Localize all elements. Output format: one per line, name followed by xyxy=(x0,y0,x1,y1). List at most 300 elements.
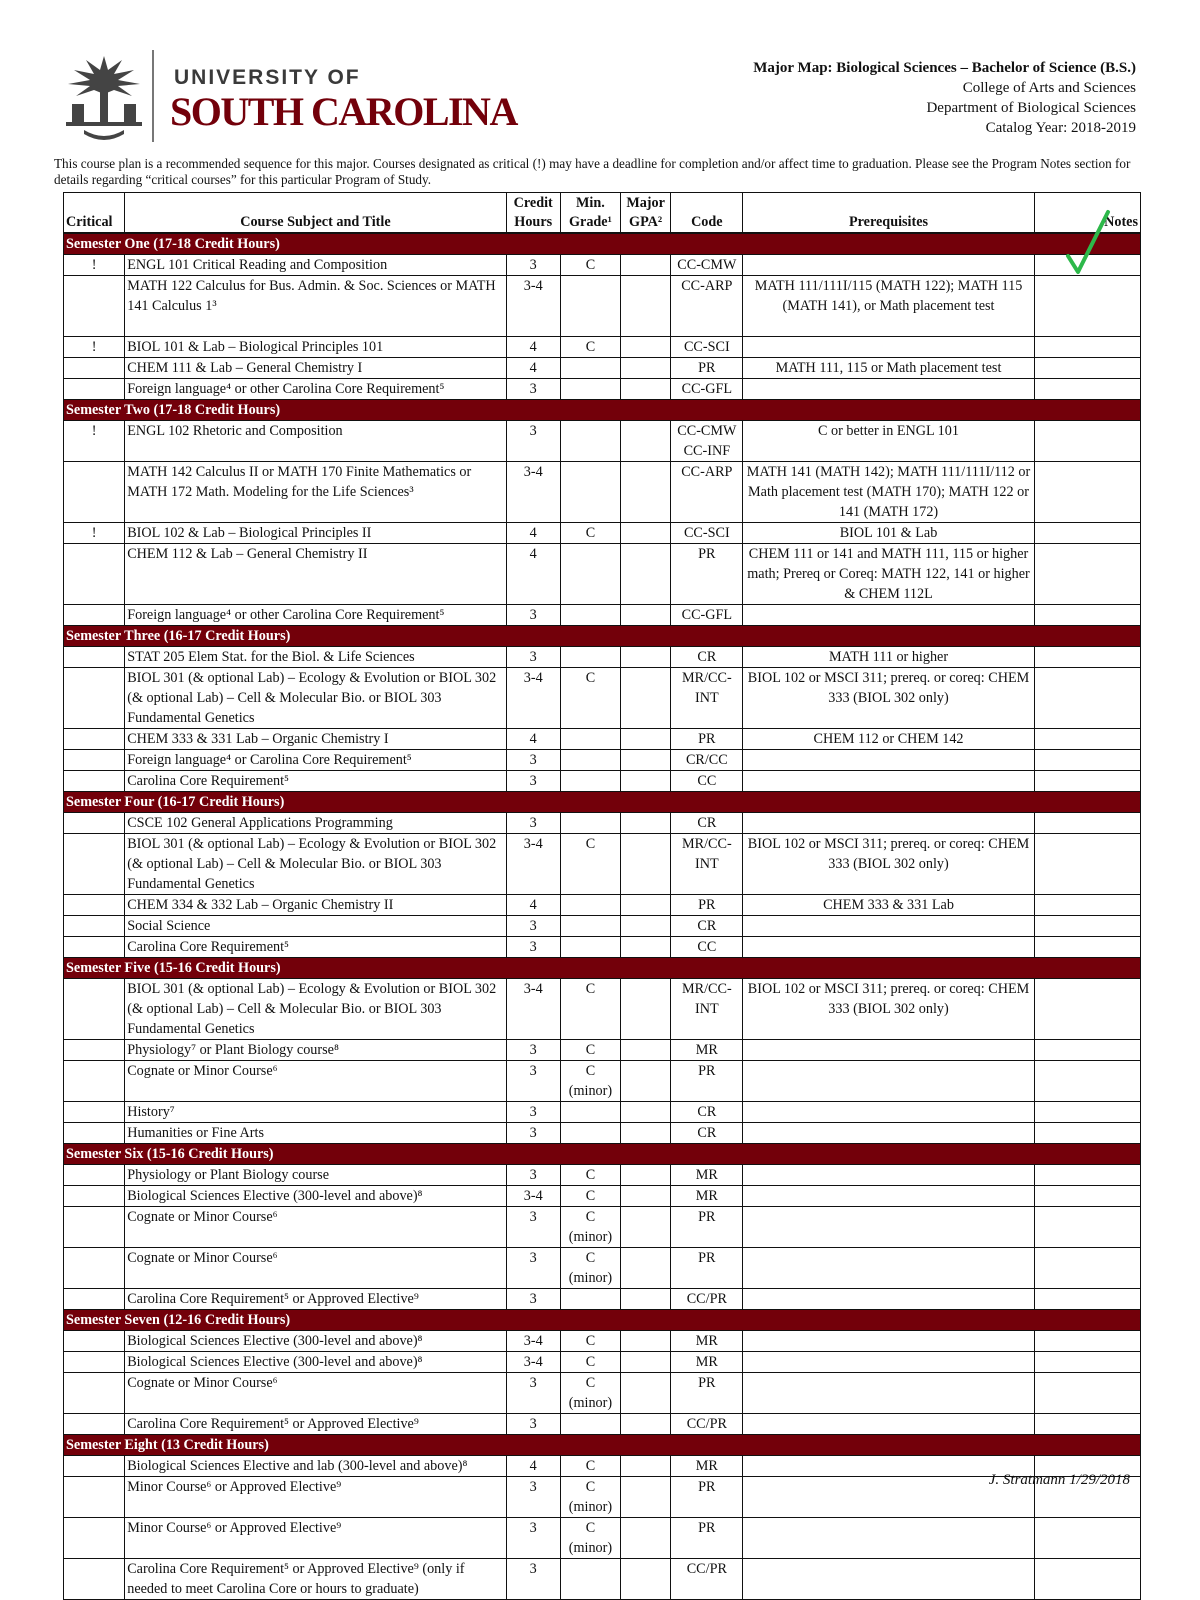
critical-flag xyxy=(64,1164,125,1185)
prerequisites xyxy=(743,1101,1034,1122)
prerequisites xyxy=(743,1247,1034,1288)
credit-hours: 3 xyxy=(506,770,560,791)
min-grade: C (minor) xyxy=(560,1060,620,1101)
min-grade xyxy=(560,894,620,915)
prerequisites: MATH 141 (MATH 142); MATH 111/111I/112 or Math placement test (MATH 170); MATH 122 or 141 (MATH 172) xyxy=(743,461,1034,522)
credit-hours: 3 xyxy=(506,1164,560,1185)
major-gpa xyxy=(621,1351,671,1372)
course-code: PR xyxy=(671,1247,743,1288)
notes-cell xyxy=(1034,1372,1140,1413)
course-title: Minor Course⁶ or Approved Elective⁹ xyxy=(125,1517,506,1558)
course-code: CC-ARP xyxy=(671,275,743,336)
notes-cell xyxy=(1034,522,1140,543)
major-gpa xyxy=(621,1206,671,1247)
semester-header xyxy=(64,1309,1141,1330)
course-title: Minor Course⁶ or Approved Elective⁹ xyxy=(125,1476,506,1517)
course-title: CHEM 334 & 332 Lab – Organic Chemistry II xyxy=(125,894,506,915)
course-code: MR/CC-INT xyxy=(671,833,743,894)
col-course: Course Subject and Title xyxy=(125,193,506,233)
course-code: PR xyxy=(671,357,743,378)
course-code: MR xyxy=(671,1455,743,1476)
course-code: CC/PR xyxy=(671,1558,743,1599)
major-gpa xyxy=(621,1247,671,1288)
credit-hours: 3 xyxy=(506,1288,560,1309)
course-code: PR xyxy=(671,894,743,915)
course-code: MR xyxy=(671,1330,743,1351)
notes-cell xyxy=(1034,1185,1140,1206)
course-row xyxy=(64,1164,1141,1185)
notes-cell xyxy=(1034,1060,1140,1101)
notes-cell xyxy=(1034,1039,1140,1060)
credit-hours: 3 xyxy=(506,1206,560,1247)
course-row xyxy=(64,894,1141,915)
min-grade xyxy=(560,1413,620,1434)
credit-hours: 3-4 xyxy=(506,1185,560,1206)
prerequisites: CHEM 333 & 331 Lab xyxy=(743,894,1034,915)
course-code: PR xyxy=(671,1206,743,1247)
min-grade xyxy=(560,1288,620,1309)
critical-flag xyxy=(64,770,125,791)
critical-flag xyxy=(64,1372,125,1413)
course-row xyxy=(64,812,1141,833)
major-gpa xyxy=(621,543,671,604)
course-title: CHEM 333 & 331 Lab – Organic Chemistry I xyxy=(125,728,506,749)
min-grade: C xyxy=(560,1039,620,1060)
course-row xyxy=(64,1372,1141,1413)
course-row xyxy=(64,357,1141,378)
critical-flag xyxy=(64,1247,125,1288)
notes-cell xyxy=(1034,604,1140,625)
major-gpa xyxy=(621,275,671,336)
min-grade xyxy=(560,646,620,667)
semester-title: Semester Seven (12-16 Credit Hours) xyxy=(64,1309,1141,1330)
credit-hours: 3 xyxy=(506,1039,560,1060)
course-title: MATH 122 Calculus for Bus. Admin. & Soc. Sciences or MATH 141 Calculus 1³ xyxy=(125,275,506,336)
course-code: CR xyxy=(671,915,743,936)
critical-flag: ! xyxy=(64,522,125,543)
major-gpa xyxy=(621,915,671,936)
major-gpa xyxy=(621,522,671,543)
prerequisites: BIOL 102 or MSCI 311; prereq. or coreq: CHEM 333 (BIOL 302 only) xyxy=(743,978,1034,1039)
course-row xyxy=(64,254,1141,275)
course-code: PR xyxy=(671,543,743,604)
prerequisites xyxy=(743,604,1034,625)
course-title: CHEM 112 & Lab – General Chemistry II xyxy=(125,543,506,604)
notes-cell xyxy=(1034,667,1140,728)
major-gpa xyxy=(621,1372,671,1413)
min-grade xyxy=(560,936,620,957)
critical-flag xyxy=(64,1206,125,1247)
notes-cell xyxy=(1034,936,1140,957)
course-row xyxy=(64,1351,1141,1372)
course-row xyxy=(64,1185,1141,1206)
course-code: CC/PR xyxy=(671,1413,743,1434)
min-grade xyxy=(560,461,620,522)
course-row xyxy=(64,1206,1141,1247)
notes-cell xyxy=(1034,1101,1140,1122)
course-code: PR xyxy=(671,728,743,749)
course-code: CR xyxy=(671,1101,743,1122)
notes-cell xyxy=(1034,1164,1140,1185)
semester-title: Semester Six (15-16 Credit Hours) xyxy=(64,1143,1141,1164)
credit-hours: 3-4 xyxy=(506,833,560,894)
critical-flag xyxy=(64,1185,125,1206)
semester-title: Semester One (17-18 Credit Hours) xyxy=(64,233,1141,255)
credit-hours: 3 xyxy=(506,1247,560,1288)
critical-flag xyxy=(64,604,125,625)
prerequisites xyxy=(743,336,1034,357)
min-grade: C (minor) xyxy=(560,1247,620,1288)
critical-flag xyxy=(64,1039,125,1060)
prerequisites xyxy=(743,1372,1034,1413)
course-row xyxy=(64,1122,1141,1143)
notes-cell xyxy=(1034,336,1140,357)
course-row xyxy=(64,378,1141,399)
course-title: History⁷ xyxy=(125,1101,506,1122)
prerequisites xyxy=(743,1288,1034,1309)
min-grade xyxy=(560,812,620,833)
notes-cell xyxy=(1034,420,1140,461)
course-row xyxy=(64,1455,1141,1476)
course-code: CC-GFL xyxy=(671,604,743,625)
min-grade xyxy=(560,543,620,604)
course-row xyxy=(64,915,1141,936)
course-title: BIOL 101 & Lab – Biological Principles 101 xyxy=(125,336,506,357)
major-gpa xyxy=(621,1185,671,1206)
credit-hours: 4 xyxy=(506,1455,560,1476)
catalog-year: Catalog Year: 2018-2019 xyxy=(985,120,1136,136)
notes-cell xyxy=(1034,728,1140,749)
major-gpa xyxy=(621,1330,671,1351)
course-row xyxy=(64,978,1141,1039)
notes-cell xyxy=(1034,770,1140,791)
prerequisites xyxy=(743,1122,1034,1143)
credit-hours: 3-4 xyxy=(506,667,560,728)
course-title: STAT 205 Elem Stat. for the Biol. & Life Sciences xyxy=(125,646,506,667)
credit-hours: 3 xyxy=(506,1372,560,1413)
major-gpa xyxy=(621,1039,671,1060)
credit-hours: 3 xyxy=(506,1060,560,1101)
notes-cell xyxy=(1034,1517,1140,1558)
department-name: Department of Biological Sciences xyxy=(926,100,1136,116)
min-grade: C xyxy=(560,1330,620,1351)
min-grade xyxy=(560,378,620,399)
course-title: Carolina Core Requirement⁵ xyxy=(125,936,506,957)
prerequisites: MATH 111/111I/115 (MATH 122); MATH 115 (MATH 141), or Math placement test xyxy=(743,275,1034,336)
semester-header xyxy=(64,957,1141,978)
critical-flag xyxy=(64,1413,125,1434)
intro-paragraph: This course plan is a recommended sequence for this major. Courses designated as critical (!) may have a deadline for completion and/or affect time to graduation. Please see the Program Notes section for details regarding “critical courses” for this particular Program of Study. xyxy=(54,156,1131,187)
credit-hours: 3 xyxy=(506,254,560,275)
major-gpa xyxy=(621,812,671,833)
prerequisites xyxy=(743,1164,1034,1185)
major-gpa xyxy=(621,770,671,791)
course-row xyxy=(64,1039,1141,1060)
min-grade xyxy=(560,1101,620,1122)
semester-title: Semester Two (17-18 Credit Hours) xyxy=(64,399,1141,420)
critical-flag xyxy=(64,833,125,894)
course-title: Social Science xyxy=(125,915,506,936)
col-code: Code xyxy=(671,193,743,233)
min-grade: C (minor) xyxy=(560,1206,620,1247)
notes-cell xyxy=(1034,1288,1140,1309)
course-row xyxy=(64,1247,1141,1288)
critical-flag xyxy=(64,894,125,915)
min-grade: C xyxy=(560,1351,620,1372)
course-title: Cognate or Minor Course⁶ xyxy=(125,1206,506,1247)
min-grade: C xyxy=(560,1185,620,1206)
semester-title: Semester Five (15-16 Credit Hours) xyxy=(64,957,1141,978)
course-title: Cognate or Minor Course⁶ xyxy=(125,1372,506,1413)
critical-flag: ! xyxy=(64,254,125,275)
prerequisites: BIOL 102 or MSCI 311; prereq. or coreq: CHEM 333 (BIOL 302 only) xyxy=(743,667,1034,728)
course-title: CHEM 111 & Lab – General Chemistry I xyxy=(125,357,506,378)
critical-flag xyxy=(64,915,125,936)
notes-cell xyxy=(1034,543,1140,604)
min-grade: C (minor) xyxy=(560,1476,620,1517)
major-gpa xyxy=(621,749,671,770)
semester-title: Semester Three (16-17 Credit Hours) xyxy=(64,625,1141,646)
credit-hours: 3 xyxy=(506,915,560,936)
notes-cell xyxy=(1034,749,1140,770)
major-map-table xyxy=(63,192,1141,1600)
notes-cell xyxy=(1034,915,1140,936)
min-grade: C xyxy=(560,1455,620,1476)
min-grade: C xyxy=(560,336,620,357)
min-grade: C xyxy=(560,254,620,275)
course-code: PR xyxy=(671,1476,743,1517)
min-grade: C xyxy=(560,833,620,894)
critical-flag: ! xyxy=(64,336,125,357)
credit-hours: 3 xyxy=(506,1413,560,1434)
major-map-body xyxy=(64,233,1141,1600)
min-grade xyxy=(560,604,620,625)
course-title: Foreign language⁴ or other Carolina Core Requirement⁵ xyxy=(125,604,506,625)
major-gpa xyxy=(621,1164,671,1185)
palmetto-seal-icon xyxy=(62,50,146,142)
min-grade xyxy=(560,1558,620,1599)
course-row xyxy=(64,461,1141,522)
course-title: BIOL 301 (& optional Lab) – Ecology & Evolution or BIOL 302 (& optional Lab) – Cell & Molecular Bio. or BIOL 303 Fundamental Genetics xyxy=(125,667,506,728)
col-credit-hours: Credit Hours xyxy=(506,193,560,233)
course-row xyxy=(64,275,1141,336)
notes-cell xyxy=(1034,978,1140,1039)
credit-hours: 3-4 xyxy=(506,1330,560,1351)
major-gpa xyxy=(621,728,671,749)
course-row xyxy=(64,936,1141,957)
prerequisites: MATH 111, 115 or Math placement test xyxy=(743,357,1034,378)
major-gpa xyxy=(621,336,671,357)
prerequisites xyxy=(743,1039,1034,1060)
course-row xyxy=(64,749,1141,770)
prerequisites: MATH 111 or higher xyxy=(743,646,1034,667)
major-gpa xyxy=(621,1060,671,1101)
major-gpa xyxy=(621,1122,671,1143)
course-title: ENGL 102 Rhetoric and Composition xyxy=(125,420,506,461)
course-code: CC-CMW xyxy=(671,254,743,275)
major-gpa xyxy=(621,1413,671,1434)
major-gpa xyxy=(621,1476,671,1517)
course-title: CSCE 102 General Applications Programming xyxy=(125,812,506,833)
logo-university-of: UNIVERSITY OF xyxy=(174,66,361,89)
major-gpa xyxy=(621,978,671,1039)
col-notes: Notes xyxy=(1034,193,1140,233)
semester-header xyxy=(64,233,1141,255)
semester-header xyxy=(64,399,1141,420)
critical-flag xyxy=(64,1122,125,1143)
course-title: Cognate or Minor Course⁶ xyxy=(125,1247,506,1288)
critical-flag xyxy=(64,978,125,1039)
min-grade: C (minor) xyxy=(560,1372,620,1413)
course-row xyxy=(64,336,1141,357)
course-row xyxy=(64,770,1141,791)
course-title: Biological Sciences Elective (300-level and above)⁸ xyxy=(125,1351,506,1372)
course-row xyxy=(64,646,1141,667)
credit-hours: 4 xyxy=(506,522,560,543)
col-min-grade: Min. Grade¹ xyxy=(560,193,620,233)
notes-cell xyxy=(1034,378,1140,399)
min-grade xyxy=(560,770,620,791)
notes-cell xyxy=(1034,275,1140,336)
course-code: CC-CMW CC-INF xyxy=(671,420,743,461)
major-gpa xyxy=(621,667,671,728)
course-title: ENGL 101 Critical Reading and Composition xyxy=(125,254,506,275)
major-gpa xyxy=(621,604,671,625)
major-gpa xyxy=(621,357,671,378)
prerequisites: CHEM 112 or CHEM 142 xyxy=(743,728,1034,749)
course-title: MATH 142 Calculus II or MATH 170 Finite Mathematics or MATH 172 Math. Modeling for the Life Sciences³ xyxy=(125,461,506,522)
course-title: Carolina Core Requirement⁵ xyxy=(125,770,506,791)
credit-hours: 3 xyxy=(506,749,560,770)
course-title: BIOL 301 (& optional Lab) – Ecology & Evolution or BIOL 302 (& optional Lab) – Cell & Molecular Bio. or BIOL 303 Fundamental Genetics xyxy=(125,978,506,1039)
prerequisites xyxy=(743,1060,1034,1101)
course-code: CR xyxy=(671,1122,743,1143)
critical-flag xyxy=(64,728,125,749)
credit-hours: 3 xyxy=(506,812,560,833)
min-grade: C (minor) xyxy=(560,1517,620,1558)
course-row xyxy=(64,1476,1141,1517)
critical-flag xyxy=(64,1288,125,1309)
course-row xyxy=(64,522,1141,543)
min-grade: C xyxy=(560,1164,620,1185)
semester-header xyxy=(64,791,1141,812)
critical-flag xyxy=(64,1558,125,1599)
notes-cell xyxy=(1034,833,1140,894)
major-gpa xyxy=(621,378,671,399)
course-title: Carolina Core Requirement⁵ or Approved Elective⁹ xyxy=(125,1413,506,1434)
prerequisites xyxy=(743,1185,1034,1206)
min-grade xyxy=(560,728,620,749)
course-code: CR xyxy=(671,646,743,667)
course-title: Foreign language⁴ or other Carolina Core Requirement⁵ xyxy=(125,378,506,399)
major-map-title: Major Map: Biological Sciences – Bachelor of Science (B.S.) xyxy=(753,60,1136,76)
prerequisites: BIOL 102 or MSCI 311; prereq. or coreq: CHEM 333 (BIOL 302 only) xyxy=(743,833,1034,894)
course-title: Biological Sciences Elective (300-level and above)⁸ xyxy=(125,1185,506,1206)
prerequisites: CHEM 111 or 141 and MATH 111, 115 or higher math; Prereq or Coreq: MATH 122, 141 or higher & CHEM 112L xyxy=(743,543,1034,604)
min-grade: C xyxy=(560,667,620,728)
course-code: PR xyxy=(671,1060,743,1101)
credit-hours: 4 xyxy=(506,357,560,378)
semester-title: Semester Four (16-17 Credit Hours) xyxy=(64,791,1141,812)
course-row xyxy=(64,1413,1141,1434)
course-row xyxy=(64,833,1141,894)
prerequisites xyxy=(743,812,1034,833)
notes-cell xyxy=(1034,357,1140,378)
logo-south-carolina: SOUTH CAROLINA xyxy=(170,89,517,134)
critical-flag xyxy=(64,1060,125,1101)
major-gpa xyxy=(621,1517,671,1558)
notes-cell xyxy=(1034,1247,1140,1288)
course-code: PR xyxy=(671,1517,743,1558)
prerequisites xyxy=(743,749,1034,770)
min-grade: C xyxy=(560,522,620,543)
min-grade xyxy=(560,1122,620,1143)
critical-flag xyxy=(64,1351,125,1372)
author-signature: J. Stratmann 1/29/2018 xyxy=(988,1472,1130,1488)
notes-cell xyxy=(1034,646,1140,667)
credit-hours: 3 xyxy=(506,420,560,461)
major-gpa xyxy=(621,894,671,915)
course-title: Carolina Core Requirement⁵ or Approved Elective⁹ (only if needed to meet Carolina Core or hours to graduate) xyxy=(125,1558,506,1599)
credit-hours: 3-4 xyxy=(506,1351,560,1372)
notes-cell xyxy=(1034,1558,1140,1599)
critical-flag xyxy=(64,461,125,522)
notes-cell xyxy=(1034,1206,1140,1247)
course-title: Biological Sciences Elective and lab (300-level and above)⁸ xyxy=(125,1455,506,1476)
course-title: BIOL 301 (& optional Lab) – Ecology & Evolution or BIOL 302 (& optional Lab) – Cell & Molecular Bio. or BIOL 303 Fundamental Genetics xyxy=(125,833,506,894)
credit-hours: 3 xyxy=(506,1122,560,1143)
min-grade xyxy=(560,275,620,336)
course-code: CC-SCI xyxy=(671,522,743,543)
col-prerequisites: Prerequisites xyxy=(743,193,1034,233)
course-title: Biological Sciences Elective (300-level and above)⁸ xyxy=(125,1330,506,1351)
course-row xyxy=(64,667,1141,728)
course-code: MR/CC-INT xyxy=(671,978,743,1039)
critical-flag xyxy=(64,1476,125,1517)
green-checkmark-icon xyxy=(1062,208,1116,278)
critical-flag xyxy=(64,543,125,604)
critical-flag xyxy=(64,667,125,728)
course-title: Physiology⁷ or Plant Biology course⁸ xyxy=(125,1039,506,1060)
course-title: Physiology or Plant Biology course xyxy=(125,1164,506,1185)
course-row xyxy=(64,1330,1141,1351)
course-code: MR xyxy=(671,1185,743,1206)
critical-flag xyxy=(64,1517,125,1558)
course-code: MR/CC-INT xyxy=(671,667,743,728)
major-gpa xyxy=(621,1455,671,1476)
major-gpa xyxy=(621,1558,671,1599)
credit-hours: 3 xyxy=(506,1476,560,1517)
credit-hours: 3 xyxy=(506,646,560,667)
document-header xyxy=(753,58,1136,138)
min-grade xyxy=(560,357,620,378)
major-gpa xyxy=(621,461,671,522)
course-row xyxy=(64,1558,1141,1599)
notes-cell xyxy=(1034,1330,1140,1351)
course-title: Humanities or Fine Arts xyxy=(125,1122,506,1143)
major-gpa xyxy=(621,646,671,667)
col-major-gpa: Major GPA² xyxy=(621,193,671,233)
usc-logo xyxy=(62,50,542,145)
credit-hours: 4 xyxy=(506,336,560,357)
credit-hours: 4 xyxy=(506,543,560,604)
prerequisites: C or better in ENGL 101 xyxy=(743,420,1034,461)
semester-title: Semester Eight (13 Credit Hours) xyxy=(64,1434,1141,1455)
course-code: PR xyxy=(671,1372,743,1413)
credit-hours: 3 xyxy=(506,604,560,625)
prerequisites xyxy=(743,1351,1034,1372)
min-grade xyxy=(560,420,620,461)
